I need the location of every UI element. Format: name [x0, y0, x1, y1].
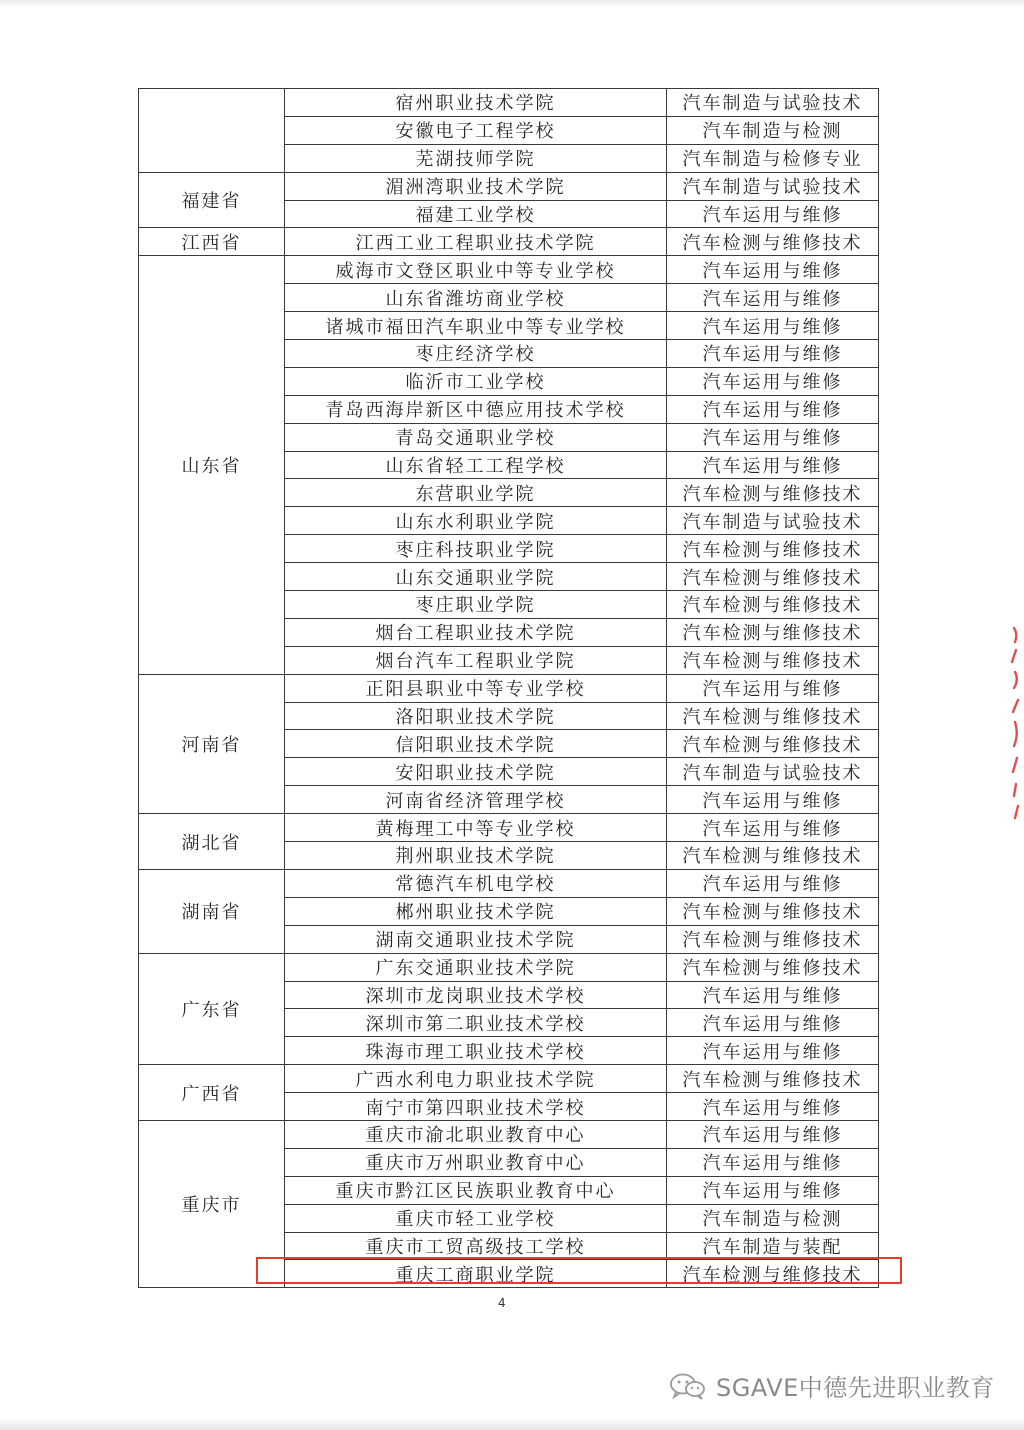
major-cell: 汽车检测与维修技术 [667, 1260, 879, 1288]
school-cell: 河南省经济管理学校 [285, 786, 667, 814]
major-cell: 汽车运用与维修 [667, 284, 879, 312]
school-cell: 信阳职业技术学院 [285, 730, 667, 758]
major-cell: 汽车运用与维修 [667, 1093, 879, 1121]
province-cell: 河南省 [139, 674, 285, 813]
major-cell: 汽车运用与维修 [667, 1037, 879, 1065]
major-cell: 汽车制造与检测 [667, 1204, 879, 1232]
school-cell: 临沂市工业学校 [285, 367, 667, 395]
school-cell: 芜湖技师学院 [285, 144, 667, 172]
province-cell: 广东省 [139, 953, 285, 1065]
wechat-icon [668, 1371, 708, 1401]
school-cell: 广西水利电力职业技术学院 [285, 1065, 667, 1093]
school-cell: 深圳市龙岗职业技术学校 [285, 981, 667, 1009]
major-cell: 汽车检测与维修技术 [667, 479, 879, 507]
table-row [139, 869, 879, 897]
table-body [139, 89, 879, 1288]
school-cell: 枣庄职业学院 [285, 591, 667, 619]
school-cell: 山东省潍坊商业学校 [285, 284, 667, 312]
major-cell: 汽车制造与试验技术 [667, 172, 879, 200]
major-cell: 汽车检测与维修技术 [667, 646, 879, 674]
province-cell: 重庆市 [139, 1120, 285, 1287]
major-cell: 汽车运用与维修 [667, 312, 879, 340]
table-row [139, 172, 879, 200]
major-cell: 汽车检测与维修技术 [667, 953, 879, 981]
major-cell: 汽车检测与维修技术 [667, 897, 879, 925]
watermark [668, 1368, 995, 1403]
school-cell: 正阳县职业中等专业学校 [285, 674, 667, 702]
school-cell: 宿州职业技术学院 [285, 89, 667, 117]
school-cell: 青岛交通职业学校 [285, 423, 667, 451]
major-cell: 汽车制造与检修专业 [667, 144, 879, 172]
table-row [139, 228, 879, 256]
school-cell: 南宁市第四职业技术学校 [285, 1093, 667, 1121]
province-cell: 湖北省 [139, 814, 285, 870]
page-number: 4 [498, 1296, 506, 1310]
school-cell: 重庆市工贸高级技工学校 [285, 1232, 667, 1260]
table-row [139, 814, 879, 842]
major-cell: 汽车运用与维修 [667, 814, 879, 842]
major-cell: 汽车运用与维修 [667, 423, 879, 451]
major-cell: 汽车制造与试验技术 [667, 89, 879, 117]
table-row [139, 953, 879, 981]
major-cell: 汽车检测与维修技术 [667, 228, 879, 256]
major-cell: 汽车检测与维修技术 [667, 618, 879, 646]
major-cell: 汽车制造与试验技术 [667, 507, 879, 535]
school-cell: 江西工业工程职业技术学院 [285, 228, 667, 256]
province-cell: 福建省 [139, 172, 285, 228]
school-cell: 郴州职业技术学院 [285, 897, 667, 925]
major-cell: 汽车运用与维修 [667, 340, 879, 368]
table-row [139, 256, 879, 284]
school-cell: 山东水利职业学院 [285, 507, 667, 535]
table-row [139, 674, 879, 702]
major-cell: 汽车检测与维修技术 [667, 702, 879, 730]
major-cell: 汽车运用与维修 [667, 786, 879, 814]
school-cell: 黄梅理工中等专业学校 [285, 814, 667, 842]
school-cell: 珠海市理工职业技术学校 [285, 1037, 667, 1065]
page-bottom-edge [0, 1418, 1024, 1430]
table-row [139, 89, 879, 117]
school-cell: 重庆市渝北职业教育中心 [285, 1120, 667, 1148]
major-cell: 汽车运用与维修 [667, 451, 879, 479]
school-cell: 枣庄科技职业学院 [285, 535, 667, 563]
major-cell: 汽车运用与维修 [667, 1176, 879, 1204]
major-cell: 汽车运用与维修 [667, 1148, 879, 1176]
school-cell: 常德汽车机电学校 [285, 869, 667, 897]
major-cell: 汽车运用与维修 [667, 395, 879, 423]
major-cell: 汽车运用与维修 [667, 981, 879, 1009]
school-cell: 湄洲湾职业技术学院 [285, 172, 667, 200]
school-cell: 东营职业学院 [285, 479, 667, 507]
page-top-edge [0, 0, 1024, 8]
major-cell: 汽车运用与维修 [667, 869, 879, 897]
province-cell: 江西省 [139, 228, 285, 256]
school-cell: 诸城市福田汽车职业中等专业学校 [285, 312, 667, 340]
major-cell: 汽车检测与维修技术 [667, 563, 879, 591]
school-cell: 烟台汽车工程职业学院 [285, 646, 667, 674]
major-cell: 汽车制造与装配 [667, 1232, 879, 1260]
major-cell: 汽车运用与维修 [667, 674, 879, 702]
province-cell: 广西省 [139, 1065, 285, 1121]
major-cell: 汽车运用与维修 [667, 367, 879, 395]
school-cell: 安徽电子工程学校 [285, 116, 667, 144]
major-cell: 汽车检测与维修技术 [667, 842, 879, 870]
major-cell: 汽车制造与检测 [667, 116, 879, 144]
school-cell: 重庆市黔江区民族职业教育中心 [285, 1176, 667, 1204]
school-cell: 山东交通职业学院 [285, 563, 667, 591]
province-cell: 湖南省 [139, 869, 285, 953]
school-cell: 山东省轻工工程学校 [285, 451, 667, 479]
major-cell: 汽车检测与维修技术 [667, 925, 879, 953]
school-cell: 威海市文登区职业中等专业学校 [285, 256, 667, 284]
table-row [139, 1120, 879, 1148]
school-cell: 烟台工程职业技术学院 [285, 618, 667, 646]
school-cell: 重庆工商职业学院 [285, 1260, 667, 1288]
major-cell: 汽车运用与维修 [667, 256, 879, 284]
school-cell: 洛阳职业技术学院 [285, 702, 667, 730]
major-cell: 汽车检测与维修技术 [667, 591, 879, 619]
watermark-text: SGAVE中德先进职业教育 [716, 1374, 995, 1402]
school-cell: 枣庄经济学校 [285, 340, 667, 368]
school-cell: 荆州职业技术学院 [285, 842, 667, 870]
school-cell: 福建工业学校 [285, 200, 667, 228]
school-cell: 重庆市轻工业学校 [285, 1204, 667, 1232]
province-cell [139, 89, 285, 173]
seal-stamp-edge [1006, 622, 1024, 822]
school-cell: 广东交通职业技术学院 [285, 953, 667, 981]
major-cell: 汽车检测与维修技术 [667, 730, 879, 758]
school-cell: 重庆市万州职业教育中心 [285, 1148, 667, 1176]
major-cell: 汽车运用与维修 [667, 1120, 879, 1148]
major-cell: 汽车检测与维修技术 [667, 535, 879, 563]
school-major-table [138, 88, 879, 1288]
highlight-box [256, 1257, 902, 1284]
major-cell: 汽车运用与维修 [667, 200, 879, 228]
school-cell: 深圳市第二职业技术学校 [285, 1009, 667, 1037]
school-cell: 青岛西海岸新区中德应用技术学校 [285, 395, 667, 423]
school-cell: 安阳职业技术学院 [285, 758, 667, 786]
major-cell: 汽车制造与试验技术 [667, 758, 879, 786]
major-cell: 汽车运用与维修 [667, 1009, 879, 1037]
table-row [139, 1065, 879, 1093]
province-cell: 山东省 [139, 256, 285, 674]
major-cell: 汽车检测与维修技术 [667, 1065, 879, 1093]
school-cell: 湖南交通职业技术学院 [285, 925, 667, 953]
